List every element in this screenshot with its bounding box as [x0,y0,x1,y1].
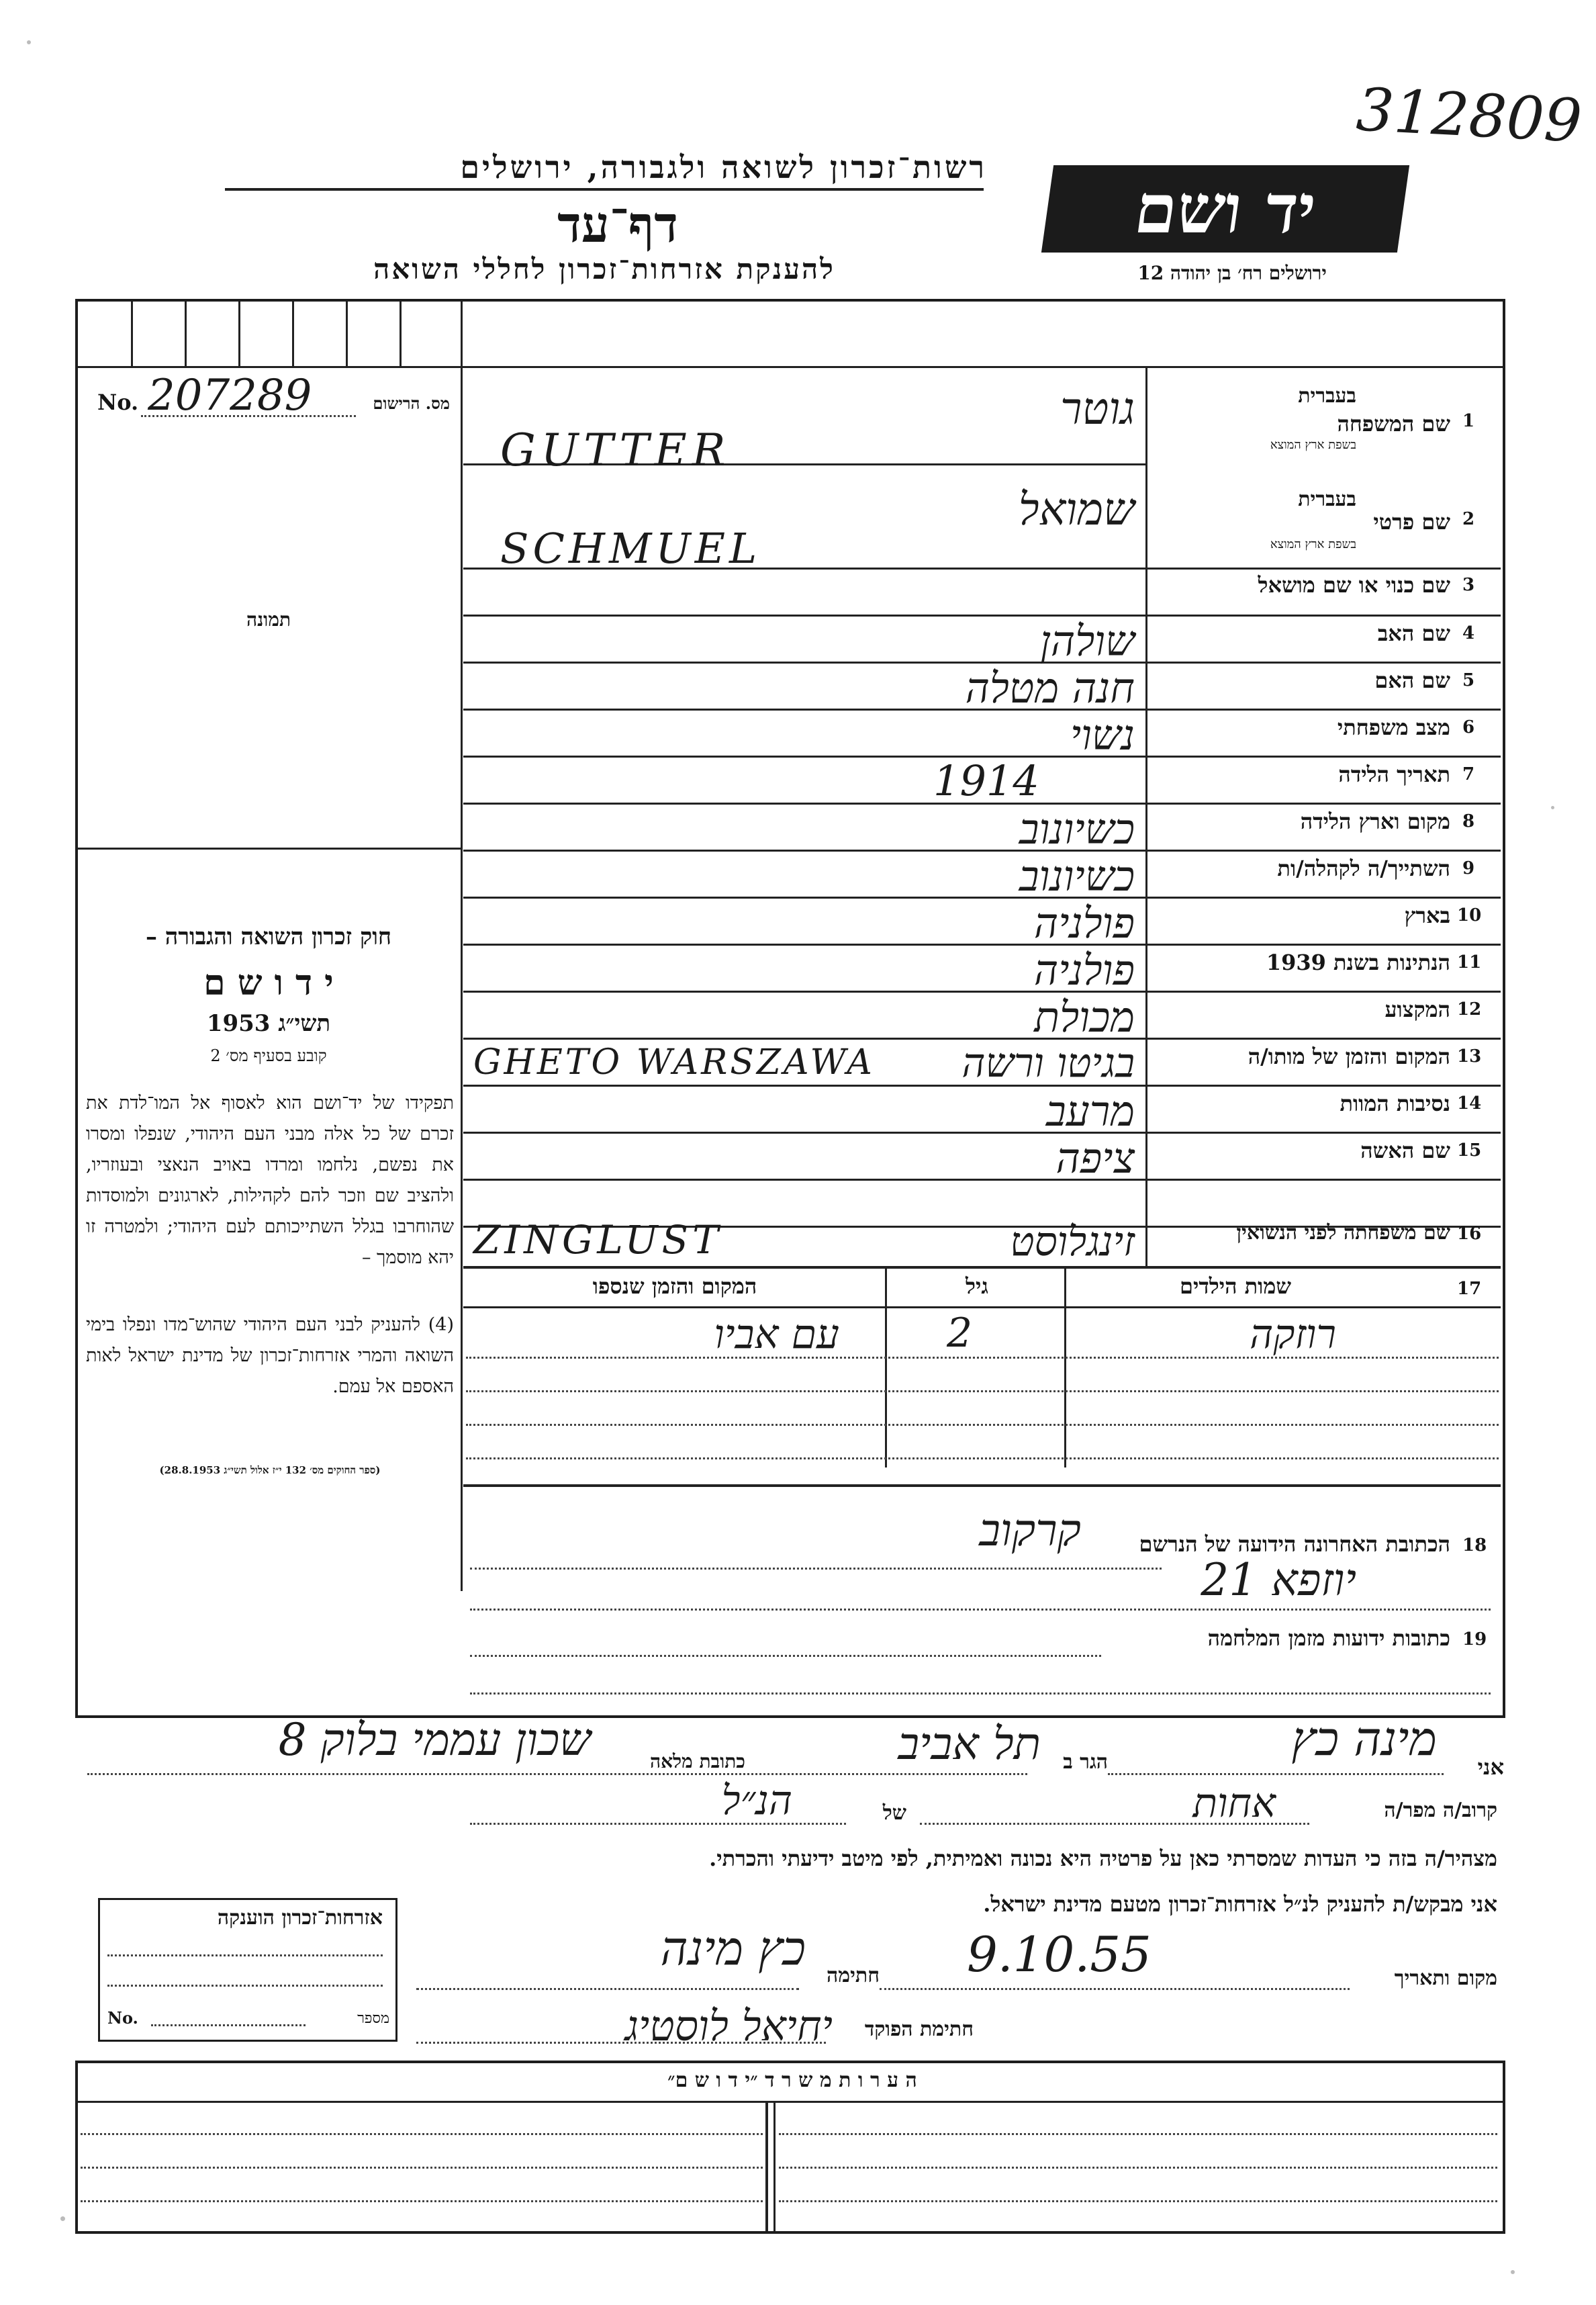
signature-label: חתימה [827,1964,880,1987]
field-11-num: 11 [1457,952,1482,973]
photo-area-bottom [78,848,461,850]
declarant-of-value[interactable]: הנ״ל [721,1777,792,1824]
field-4-value[interactable]: שולהן [1040,617,1135,666]
scan-speck [1551,806,1554,809]
field-10-num: 10 [1457,905,1482,925]
field-1-sub1: בעברית [1298,384,1356,408]
field-15-label: שם האשה [1360,1138,1450,1163]
citizenship-no-label: מספר [357,2010,389,2027]
field-2-num: 2 [1462,509,1475,529]
field-14-value[interactable]: מרעב [1045,1087,1135,1136]
field-10-value[interactable]: פולניה [1033,899,1135,948]
office-notes-divider [765,2101,768,2231]
law-paragraph-2: (4) להעניק לבני העם היהודי שהוש־מדו ונפלו בימי השואה והמרי אזרחות־זכרון של מדינת ישראל לאות האספם אל עמם. [86,1314,454,1397]
field-5-value[interactable]: חנה מטלה [965,664,1135,713]
registration-no-value[interactable]: 207289 [148,371,312,420]
field-6-value[interactable]: נשוי [1070,711,1135,760]
citizenship-box-dotline [107,1954,383,1956]
field-19-dotline [470,1655,1101,1657]
law-year: תשי״ג 1953 [206,1010,331,1037]
field-4-label: שם האב [1377,621,1450,646]
field-3-num: 3 [1462,575,1475,595]
signature-dotline [416,1988,799,1990]
declarant-of-dotline [470,1823,846,1825]
field-9-value[interactable]: כשיונוב [1019,852,1135,901]
field-9-label: השתייך/ה לקהלה/ות [1277,856,1450,881]
place-date-label: מקום ותאריך [1394,1967,1497,1990]
field-19-label: כתובות ידועות מזמן המלחמה [1207,1625,1450,1651]
field-15-num: 15 [1457,1140,1482,1161]
top-strip-line [78,366,1503,368]
center-divider [461,302,463,1591]
declarant-relation[interactable]: אחות [1192,1780,1276,1827]
declarant-name[interactable]: מינה כץ [1291,1711,1437,1766]
field-12-num: 12 [1457,999,1482,1020]
field-1-sub2: בשפת ארץ המוצא [1270,438,1356,452]
children-col-divider [1064,1266,1066,1467]
child-age[interactable]: 2 [947,1310,973,1357]
field-6-num: 6 [1462,717,1475,737]
field-13-value-latin[interactable]: GHETO WARSZAWA [473,1042,875,1083]
child-place[interactable]: עם אביו [714,1311,839,1358]
office-notes-header-line [78,2101,1503,2103]
field-18-value-city[interactable]: קרקוב [979,1504,1081,1556]
field-1-value-latin[interactable]: GUTTER [500,424,731,476]
field-14-label: נסיבות המוות [1340,1091,1450,1116]
declarant-relation-dotline [920,1823,1309,1825]
office-notes-line[interactable] [81,2167,763,2169]
field-7-value[interactable]: 1914 [933,756,1039,805]
field-8-label: מקום וארץ הלידה [1300,809,1450,834]
citizenship-no-dotline[interactable] [151,2024,306,2026]
office-notes-divider-2 [773,2101,776,2231]
scan-speck [27,40,31,44]
field-13-num: 13 [1457,1046,1482,1067]
label-column-divider [1145,366,1147,1266]
children-header-names: שמות הילדים [1180,1273,1291,1299]
office-notes-line[interactable] [81,2133,763,2135]
children-num: 17 [1457,1279,1482,1299]
field-2-value-latin[interactable]: SCHMUEL [500,524,761,573]
children-header-age: גיל [966,1273,988,1299]
field-11-label: הנתינות בשנת 1939 [1266,950,1450,975]
field-8-value[interactable]: כשיונוב [1019,805,1135,854]
citizenship-no-prefix: No. [107,2008,138,2028]
field-3-label: שם כנוי או שם מושאל [1258,572,1450,598]
field-2-sub2: בשפת ארץ המוצא [1270,537,1356,551]
code-box-divider [400,302,402,366]
field-18-value-street[interactable]: יוזפא 21 [1201,1554,1356,1606]
field-7-num: 7 [1462,764,1475,784]
code-box-divider [292,302,294,366]
law-title: חוק זכרון השואה והגבורה – [145,923,392,950]
field-16-value-latin[interactable]: ZINGLUST [473,1217,722,1263]
citizenship-box-dotline [107,1985,383,1987]
law-source: (ספר החוקים מס׳ 132 י״ז אלול תשי״ג 28.8.1953) [159,1464,381,1476]
row-line [463,1266,1501,1269]
field-7-label: תאריך הלידה [1338,762,1450,787]
field-14-num: 14 [1457,1093,1482,1114]
field-18-num: 18 [1462,1535,1487,1555]
declaration-text: מצהיר/ה בזה כי העדות שמסרתי כאן על פרטיה היא נכונה ואמיתית, לפי מיטב ידיעתי והכרתי. [709,1846,1497,1871]
field-10-label: בארץ [1404,903,1450,928]
office-notes-line[interactable] [779,2167,1497,2169]
scan-speck [60,2216,65,2221]
place-date-dotline [880,1988,1350,1990]
child-name[interactable]: רוזקה [1250,1311,1336,1358]
photo-label: תמונה [246,608,291,631]
office-notes-title: ה ע ר ו ת מ ש ר ד ״י ד ו ש ם״ [667,2069,917,2092]
law-section: קובע בסעיף מס׳ 2 [210,1046,327,1065]
code-box-divider [185,302,187,366]
field-4-num: 4 [1462,623,1475,643]
signature-value[interactable]: כץ מינה [660,1921,806,1976]
authority-name: רשות־זכרון לשואה ולגבורה, ירושלים [460,149,987,185]
form-title: דף־עד [557,196,678,254]
registration-no-dotline [141,415,356,417]
children-row-line [466,1424,1499,1426]
field-6-label: מצב משפחתי [1337,715,1450,740]
declarant-of-label: של [882,1801,906,1825]
field-2-label: שם פרטי [1373,509,1450,535]
children-row-line [466,1457,1499,1459]
authority-underline [225,188,984,191]
field-1-label: שם המשפחה [1337,411,1450,437]
official-signature-dotline [416,2042,826,2044]
field-18-dotline-2 [470,1609,1491,1611]
form-subtitle: להענקת אזרחות־זכרון לחללי השואה [373,253,835,285]
field-1-value-hebrew[interactable]: גוטר [1060,383,1135,435]
law-paragraph-1: תפקידו של יד־ושם הוא לאסוף אל המו־לדת את זכרם של כל אלה מבני העם היהודי, שנפלו ומסרו את נפשם, נלחמו ומרדו באויב הנאצי ובעוזריו, ולהציב שם וזכר להם לקהילות, לארגונים ולמוסדות שהוחרבו בגלל השתייכותם לעם היהודי; ולמטרה זו יהא מוסמך – [86,1093,454,1268]
field-16-value-hebrew[interactable]: זינגלוסט [1010,1218,1135,1265]
field-1-num: 1 [1462,411,1475,431]
place-date-value[interactable]: 9.10.55 [967,1926,1152,1983]
office-notes-line[interactable] [81,2200,763,2202]
yad-vashem-logo: יד ושם [1041,165,1409,253]
code-box-divider [346,302,348,366]
field-2-sub1: בעברית [1298,488,1356,511]
field-2-value-hebrew[interactable]: שמואל [1018,484,1135,535]
declarant-relative-label: קרוב/ה מפר/ה [1384,1799,1497,1822]
field-16-num: 16 [1457,1224,1482,1244]
official-signature-value[interactable]: יחיאל לוסטיג [624,2001,833,2050]
field-9-num: 9 [1462,858,1475,878]
declarant-name-dotline [1108,1773,1444,1775]
field-12-label: המקצוע [1384,997,1450,1022]
field-11-value[interactable]: פולניה [1033,946,1135,995]
field-13-value-hebrew[interactable]: בגיטו ורשה [961,1040,1135,1087]
field-15-value[interactable]: ציפה [1055,1134,1135,1183]
field-18-label: הכתובת האחרונה הידועה של הנרשם [1139,1531,1450,1557]
field-12-value[interactable]: מכולת [1034,993,1135,1042]
declarant-address[interactable]: שכון עממי בלוק 8 [278,1714,591,1766]
declarant-resides-label: הגר ב [1063,1750,1108,1774]
address-top-line [463,1484,1501,1487]
declarant-address-dotline [87,1773,1027,1775]
registration-no-label: מס. הרישום [373,394,450,413]
logo-address: ירושלים רח׳ בן יהודה 12 [1137,262,1327,284]
registration-no-prefix: No. [97,390,139,415]
code-box-divider [131,302,133,366]
children-header-place: המקום והזמן שנספו [592,1273,757,1299]
field-16-label: שם משפחתה לפני הנשואין [1236,1221,1450,1245]
children-col-divider [885,1266,887,1467]
field-8-num: 8 [1462,811,1475,831]
scan-speck [1511,2270,1515,2274]
code-box-divider [238,302,240,366]
office-notes-line[interactable] [779,2200,1497,2202]
field-19-num: 19 [1462,1629,1487,1649]
office-notes-line[interactable] [779,2133,1497,2135]
declarant-city[interactable]: תל אביב [898,1718,1041,1770]
field-5-num: 5 [1462,670,1475,690]
citizenship-box-title: אזרחות־זכרון הוענקה [217,1906,383,1930]
field-5-label: שם האם [1374,668,1450,693]
law-box [81,923,457,1066]
official-signature-label: חתימת הפוקד [864,2018,974,2041]
declarant-address-label: כתובת מלאה [649,1750,745,1772]
field-13-label: המקום והזמן של מותו/ה [1248,1044,1450,1069]
field-19-dotline-2 [470,1692,1491,1694]
children-header-line [463,1306,1501,1308]
request-text: אני מבקש/ת להעניק לנ״ל אזרחות־זכרון מטעם מדינת ישראל. [983,1891,1497,1917]
declarant-ani-label: אני [1477,1754,1504,1780]
children-row-line [466,1390,1499,1392]
archive-number: 312809 [1354,75,1584,156]
law-name: י ד ו ש ם [203,962,334,1003]
